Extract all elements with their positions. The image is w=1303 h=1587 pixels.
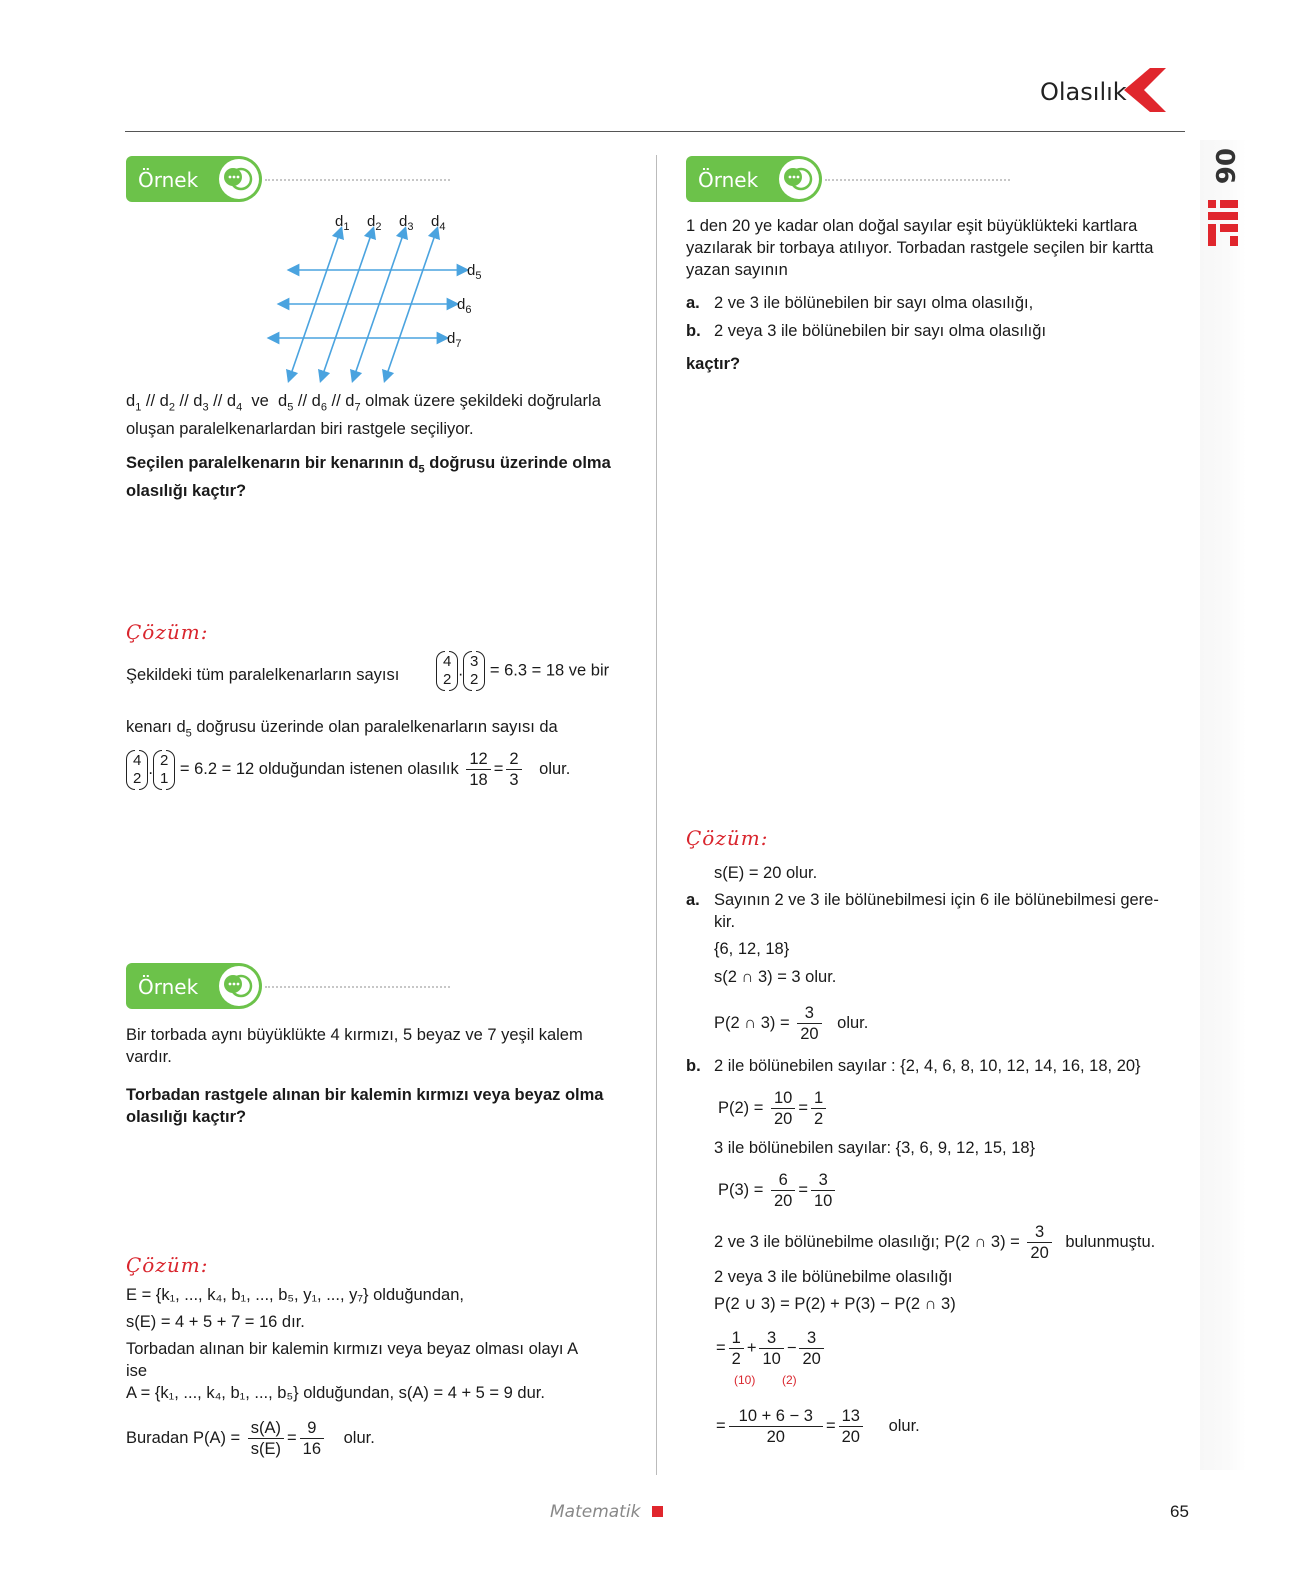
ex1-statement-line1: $d_1 // d_2 // d_3 // d_4$ ve $d_5 // d_6 // d_7$ olmak üzere şekildeki doğrularla [126,392,601,414]
label-d3: $d_3$ [399,213,414,233]
fraction: $\frac{10 + 6 - 3}{20}$ [729,1406,823,1447]
ex3-p-intersection: P(2 ∩ 3) = $\frac{3}{20}$ olur. [714,1004,869,1043]
ornek-badge: Örnek [126,156,262,202]
fraction: $\frac{3}{10}$ [759,1328,783,1369]
fraction: $\frac{3}{20}$ [797,1003,821,1044]
dotted-rule [265,179,450,181]
ex3-s-intersection: s(2 ∩ 3) = 3 olur. [714,968,837,986]
fraction: $\frac{3}{10}$ [811,1170,835,1211]
column-divider [656,155,657,1475]
fraction: $\frac{3}{20}$ [799,1328,823,1369]
fraction: $\frac{12}{18}$ [466,749,490,790]
fraction: $\frac{1}{2}$ [729,1328,744,1369]
ex1-solution-line3: 4 2 . 2 1 = 6.2 = 12 olduğundan istenen olasılık $\frac{12}{18}$ = $\frac{2}{3}$ olur. [126,749,631,790]
side-tab-number: 06 [1209,148,1239,185]
ex3-se: s(E) = 20 olur. [714,864,818,882]
ex1-solution-line1: Şekildeki tüm paralelkenarların sayısı 4 2 . 3 2 = 6.3 = 18 ve bir [126,653,610,688]
ex3-sol-b: b. 2 ile bölünebilen sayılar : {2, 4, 6, 8, 10, 12, 14, 16, 18, 20} [686,1057,1141,1075]
brand-chevron-icon [1124,68,1168,112]
ex3-p2: P(2) = $\frac{10}{20}$ = $\frac{1}{2}$ [718,1088,829,1129]
binomial: 4 2 [126,752,148,788]
ex2-statement: Bir torbada aynı büyüklükte 4 kırmızı, 5 beyaz ve 7 yeşil kalem vardır. [126,1026,583,1066]
multiplier-10: (10) [734,1373,756,1387]
ex1-statement-line2: oluşan paralelkenarlardan biri rastgele seçiliyor. [126,420,474,439]
header-rule [125,131,1185,132]
fraction: $\frac{9}{16}$ [300,1418,324,1459]
cozum-heading: Çözüm: [126,620,209,644]
chat-bubble-icon [779,159,819,199]
side-strip [1200,140,1246,1470]
chat-bubble-icon [219,159,259,199]
ex3-statement: 1 den 20 ye kadar olan doğal sayılar eşit büyüklükteki kartlara yazılarak bir torbaya atılıyor. Torbadan rastgele seçilen bir kartta yazan sayının [686,217,1154,279]
binomial: 4 2 [436,653,458,689]
ex3-question: kaçtır? [686,355,741,373]
fraction: $\frac{6}{20}$ [771,1170,795,1211]
ex3-sol-a: a. Sayının 2 ve 3 ile bölünebilmesi için 6 ile bölünebilmesi gere- kir. [686,891,1159,931]
fraction: $\frac{3}{20}$ [1027,1222,1051,1263]
label-d6: $d_6$ [457,296,472,316]
cozum-heading: Çözüm: [126,1253,209,1277]
label-d4: $d_4$ [431,213,446,233]
ex3-union-result: = $\frac{10 + 6 - 3}{20}$ = $\frac{13}{20}$ olur. [716,1407,920,1446]
footer-square-icon [652,1506,663,1517]
dotted-rule [265,986,450,988]
ex3-part-a: a. 2 ve 3 ile bölünebilen bir sayı olma olasılığı, [686,294,1034,312]
label-d2: $d_2$ [367,213,382,233]
ex3-union-title: 2 veya 3 ile bölünebilme olasılığı [714,1268,953,1286]
ex2-question: Torbadan rastgele alınan bir kalemin kırmızı veya beyaz olma olasılığı kaçtır? [126,1086,604,1126]
ex3-div3: 3 ile bölünebilen sayılar: {3, 6, 9, 12, 15, 18} [714,1139,1036,1157]
label-d1: $d_1$ [335,213,350,233]
fraction: $\frac{1}{2}$ [811,1088,826,1129]
fraction: $\frac{2}{3}$ [506,749,521,790]
label-d5: $d_5$ [467,262,482,282]
ex3-union-step1: = $\frac{1}{2}$ + $\frac{3}{10}$ − $\frac{3}{20}$ [716,1328,827,1369]
ex3-p3: P(3) = $\frac{6}{20}$ = $\frac{3}{10}$ [718,1170,838,1211]
ornek-badge: Örnek [126,963,262,1009]
fraction: $\frac{13}{20}$ [839,1406,863,1447]
ex3-part-b: b. 2 veya 3 ile bölünebilen bir sayı olma olasılığı [686,322,1047,340]
fraction: $\frac{10}{20}$ [771,1088,795,1129]
ex2-solution: E = {k₁, ..., k₄, b₁, ..., b₅, y₁, ..., y₇} olduğundan, s(E) = 4 + 5 + 7 = 16 dır. Torbadan alınan bir kalemin kırmızı veya beyaz olması olayı A ise A = {k₁, ..., k₄, b₁, ..., b₅} olduğundan, s(A) = 4 + 5 = 9 dur. [126,1286,579,1402]
chat-bubble-icon [219,966,259,1006]
cozum-heading: Çözüm: [686,826,769,850]
multiplier-2: (2) [782,1373,797,1387]
ex1-solution-line2: kenarı $d_5$ doğrusu üzerinde olan paralelkenarların sayısı da [126,718,558,740]
label-d7: $d_7$ [447,330,462,350]
page-title: Olasılık [1040,78,1127,106]
ex1-question: Seçilen paralelkenarın bir kenarının $d_5$ doğrusu üzerinde olma olasılığı kaçtır? [126,454,611,501]
binomial: 3 2 [463,653,485,689]
ex2-result: Buradan P(A) = $\frac{s(A)}{s(E)}$ = $\frac{9}{16}$ olur. [126,1419,375,1458]
ex3-union-formula: P(2 ∪ 3) = P(2) + P(3) − P(2 ∩ 3) [714,1295,956,1313]
dotted-rule [825,179,1010,181]
ornek-badge: Örnek [686,156,822,202]
ex1-statement [126,390,631,440]
ex3-set-6: {6, 12, 18} [714,940,790,958]
page-number: 65 [1170,1502,1189,1521]
fraction: $\frac{s(A)}{s(E)}$ [248,1418,284,1459]
footer-subject: Matematik [550,1502,641,1522]
ex3-intersection-recall: 2 ve 3 ile bölünebilme olasılığı; P(2 ∩ 3) = $\frac{3}{20}$ bulunmuştu. [714,1223,1156,1262]
side-logo-icon [1208,200,1242,250]
binomial: 2 1 [153,752,175,788]
